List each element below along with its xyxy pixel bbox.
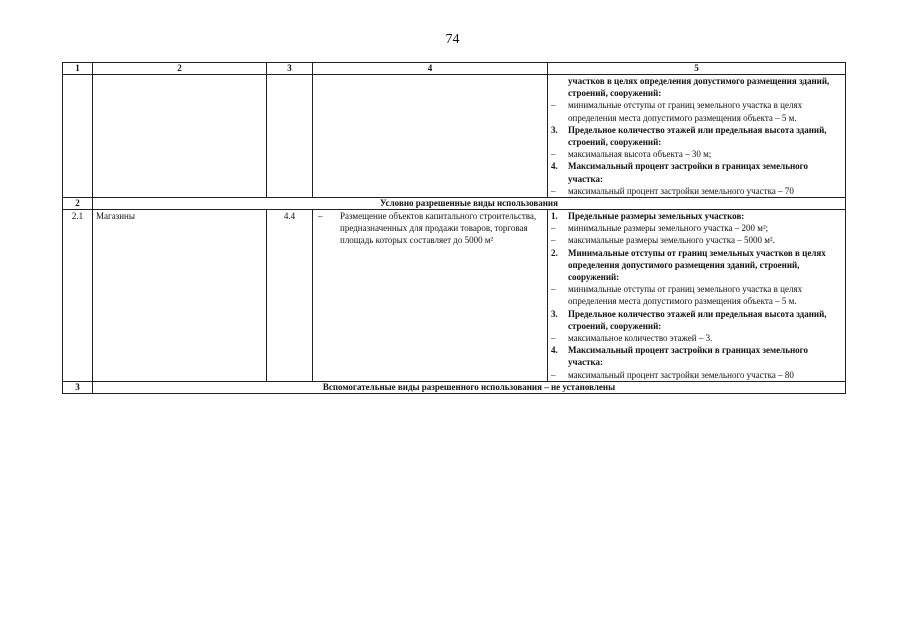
item-marker [551, 75, 568, 99]
item-text: Максимальный процент застройки в границах земельного участка: [568, 161, 809, 184]
item-text: Предельные размеры земельных участков: [568, 211, 745, 222]
item-marker: 4. [551, 345, 558, 356]
section-row-2 [63, 198, 846, 210]
item-text: Минимальные отступы от границ земельных участков в целях определения допустимого размещения зданий, строений, сооружений: [568, 247, 826, 283]
section-number: 3 [63, 381, 93, 393]
header-row [63, 63, 846, 75]
item-text: участков в целях определения допустимого размещения зданий, строений, сооружений: [568, 76, 830, 99]
item-marker: – [551, 369, 556, 380]
use-type-name: Магазины [93, 210, 267, 382]
page-number: 74 [445, 32, 460, 47]
table-row-2-1 [63, 210, 846, 382]
section-title: Вспомогательные виды разрешенного использования – не установлены [93, 381, 846, 393]
header-col-5: 5 [548, 63, 846, 75]
param-heading [551, 344, 842, 368]
param-heading [551, 160, 842, 184]
item-text: минимальные размеры земельного участка – 200 м²; [568, 223, 769, 234]
param-value [551, 99, 842, 123]
item-text: максимальное количество этажей – 3. [568, 333, 713, 344]
item-text: максимальные размеры земельного участка – 5000 м². [568, 235, 775, 246]
param-value [551, 148, 842, 160]
section-title: Условно разрешенные виды использования [93, 198, 846, 210]
param-value [551, 369, 842, 381]
use-description: Размещение объектов капитального строительства, предназначенных для продажи товаров, торговая площадь которых составляет до 5000 м² [340, 211, 537, 246]
item-text: максимальный процент застройки земельного участка – 70 [568, 185, 794, 196]
param-value [551, 185, 842, 197]
section-row-3 [63, 381, 846, 393]
item-marker: – [551, 284, 556, 295]
item-marker: 3. [551, 308, 558, 319]
item-marker: – [551, 149, 556, 160]
param-value [551, 332, 842, 344]
dash-marker: – [318, 211, 323, 222]
continuation-params-cell [548, 75, 846, 198]
param-list [551, 210, 842, 381]
header-col-1: 1 [63, 63, 93, 75]
item-text: максимальный процент застройки земельного участка – 80 [568, 369, 794, 380]
header-col-2: 2 [93, 63, 267, 75]
description-cell [313, 210, 548, 382]
item-marker: 2. [551, 247, 558, 258]
section-number: 2 [63, 198, 93, 210]
param-heading [551, 308, 842, 332]
header-col-4: 4 [313, 63, 548, 75]
params-cell [548, 210, 846, 382]
item-text: минимальные отступы от границ земельного участка в целях определения места допустимого размещения объекта – 5 м. [568, 100, 803, 123]
item-text: Предельное количество этажей или предельная высота зданий, строений, сооружений: [568, 124, 827, 148]
item-text: минимальные отступы от границ земельного участка в целях определения места допустимого размещения объекта – 5 м. [568, 284, 803, 307]
classifier-code: 4.4 [267, 210, 313, 382]
item-text: максимальная высота объекта – 30 м; [568, 149, 712, 160]
row-number: 2.1 [63, 210, 93, 382]
param-value [551, 283, 842, 307]
item-marker: 3. [551, 124, 558, 135]
param-heading [551, 210, 842, 222]
item-marker: 1. [551, 211, 558, 222]
param-heading [551, 75, 842, 99]
param-heading [551, 247, 842, 284]
item-marker: – [551, 185, 556, 196]
item-marker: – [551, 100, 556, 111]
param-value [551, 222, 842, 234]
param-value [551, 234, 842, 246]
regulations-table [62, 62, 846, 394]
item-marker: 4. [551, 161, 558, 172]
param-heading [551, 124, 842, 148]
item-marker: – [551, 223, 556, 234]
item-marker: – [551, 333, 556, 344]
item-text: Предельное количество этажей или предельная высота зданий, строений, сооружений: [568, 308, 827, 331]
item-text: Максимальный процент застройки в границах земельного участка: [568, 345, 809, 368]
continuation-row [63, 75, 846, 198]
item-marker: – [551, 235, 556, 246]
header-col-3: 3 [267, 63, 313, 75]
param-list [551, 75, 842, 197]
